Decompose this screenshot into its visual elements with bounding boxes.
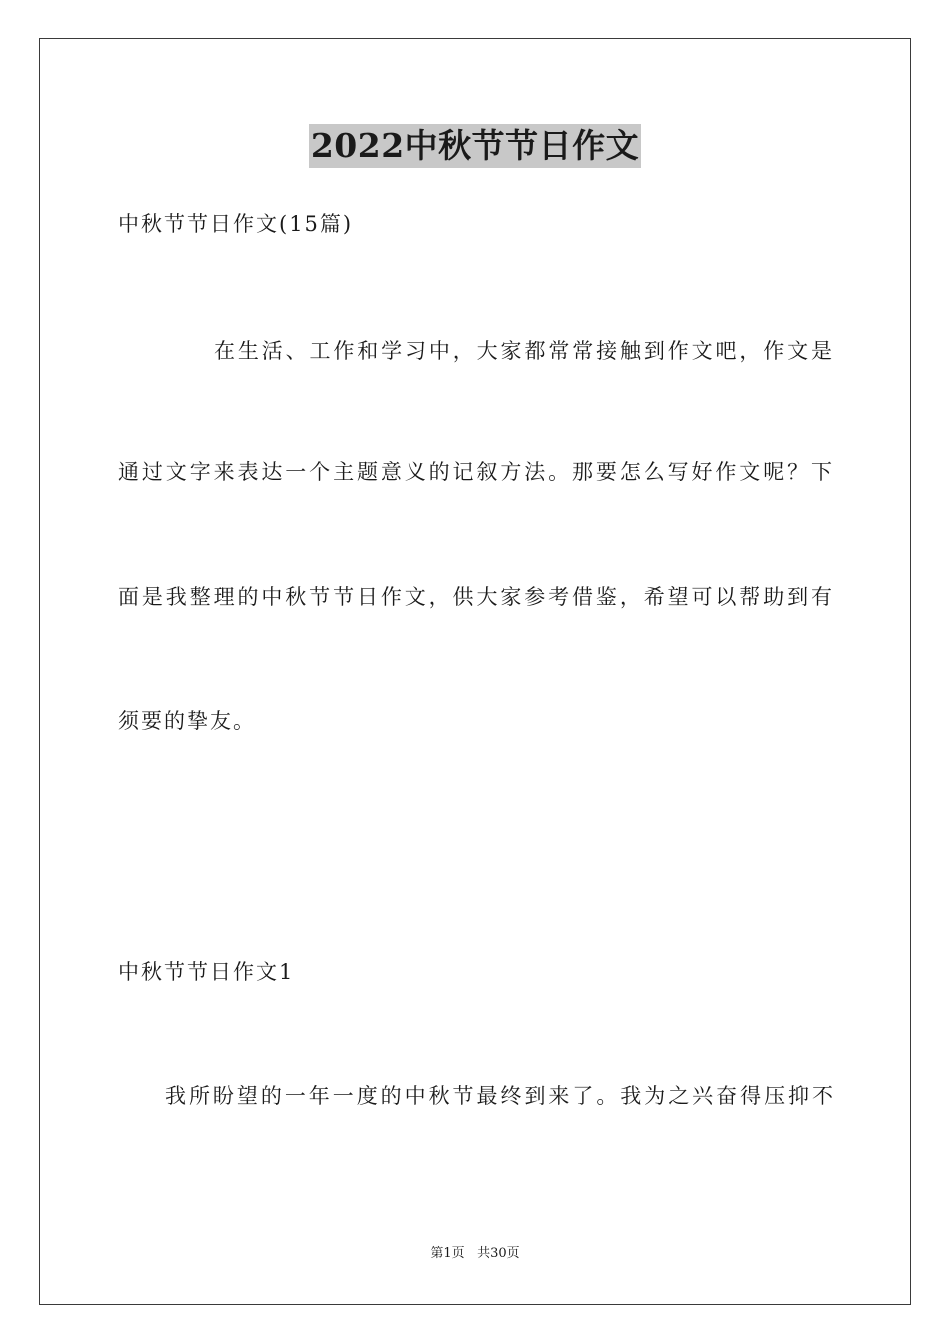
document-title: 2022中秋节节日作文 [309, 124, 641, 168]
page-total: 共30页 [477, 1246, 520, 1261]
page-number: 第1页 [430, 1246, 465, 1261]
intro-line-3: 面是我整理的中秋节节日作文，供大家参考借鉴，希望可以帮助到有 [118, 585, 832, 609]
title-container [0, 124, 950, 168]
intro-line-2: 通过文字来表达一个主题意义的记叙方法。那要怎么写好作文呢？下 [118, 460, 832, 484]
section-heading: 中秋节节日作文1 [118, 960, 295, 984]
intro-line-4: 须要的挚友。 [118, 709, 256, 733]
page-footer [0, 1245, 950, 1263]
document-subtitle: 中秋节节日作文(15篇) [118, 212, 354, 236]
intro-line-1: 在生活、工作和学习中，大家都常常接触到作文吧，作文是 [214, 339, 832, 363]
section-paragraph-line-1: 我所盼望的一年一度的中秋节最终到来了。我为之兴奋得压抑不 [165, 1084, 833, 1108]
